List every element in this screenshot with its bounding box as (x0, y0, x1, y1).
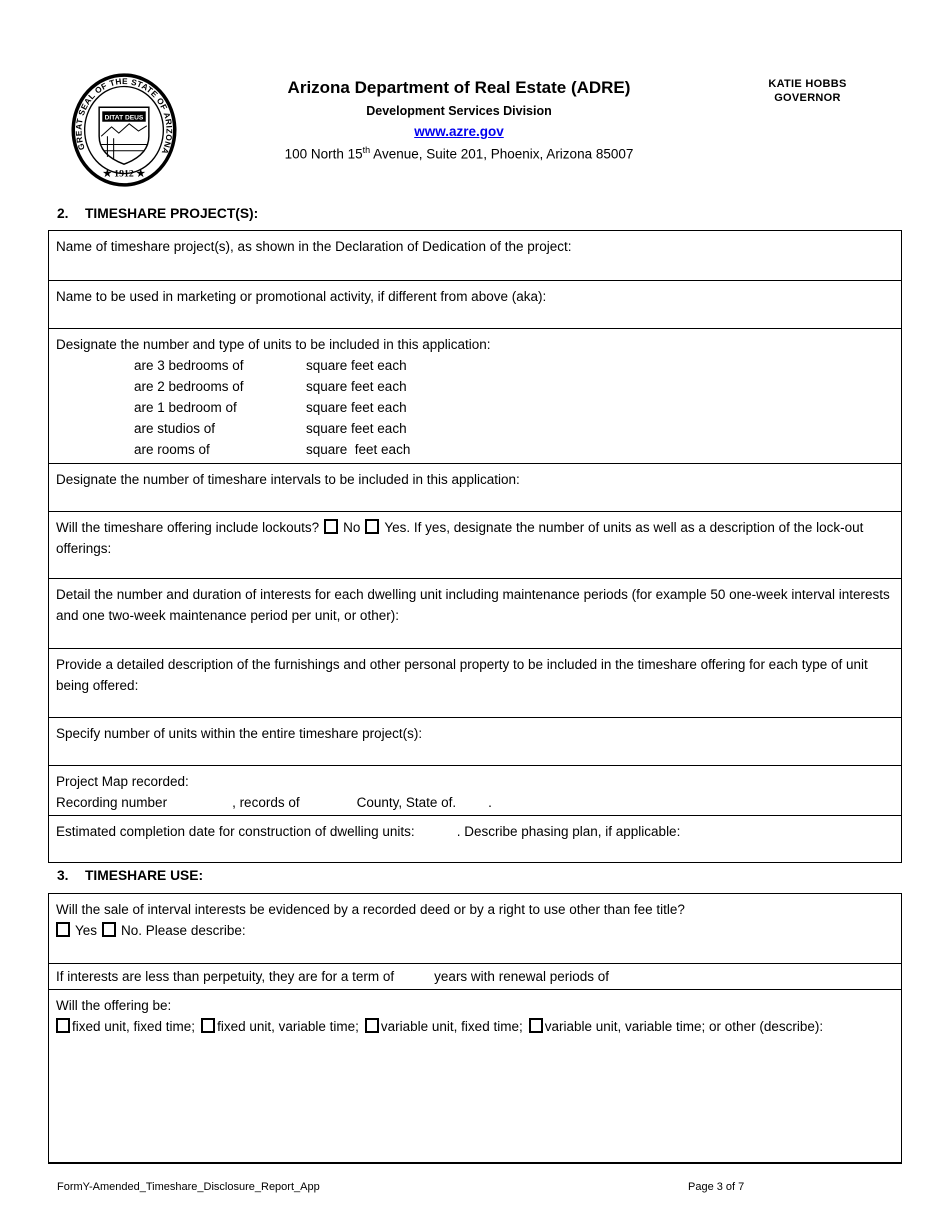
form-identifier: FormY-Amended_Timeshare_Disclosure_Report_App (57, 1181, 320, 1193)
section-2-number: 2. (57, 206, 69, 221)
seal-ring-text: GREAT SEAL OF THE STATE OF ARIZONA (74, 76, 174, 156)
variable-unit-variable-time-checkbox[interactable] (529, 1018, 543, 1033)
deed-no-checkbox[interactable] (102, 922, 116, 937)
variable-unit-fixed-time-checkbox[interactable] (365, 1018, 379, 1033)
period-label: . (488, 795, 492, 810)
section-2-title: TIMESHARE PROJECT(S): (85, 206, 259, 221)
timeshare-use-table (48, 893, 902, 1164)
seal-year: ★ 1912 ★ (102, 168, 146, 180)
unit-sqft-label: square feet each (306, 400, 407, 415)
project-name-field[interactable] (49, 231, 901, 281)
unit-line-1-bedroom (134, 397, 891, 418)
address-street: 100 North 15 (284, 146, 363, 162)
website-link[interactable]: www.azre.gov (414, 124, 504, 139)
term-label: If interests are less than perpetuity, they are for a term of (56, 969, 395, 984)
unit-count-label: are studios of (134, 421, 216, 436)
lockouts-yes-checkbox[interactable] (365, 519, 379, 534)
lockouts-no-checkbox[interactable] (324, 519, 338, 534)
project-map-field[interactable] (49, 766, 901, 816)
unit-sqft-label: square feet each (306, 421, 407, 436)
offering-intro: Will the offering be: (56, 998, 172, 1013)
unit-sqft-label: square feet each (306, 379, 407, 394)
unit-sqft-label: square feet each (306, 442, 411, 457)
deed-question: Will the sale of interval interests be evidenced by a recorded deed or by a right to use other than fee title? (56, 902, 685, 917)
deed-answer-line (56, 920, 891, 941)
completion-date-field[interactable] (49, 816, 901, 862)
unit-line-studios (134, 418, 891, 439)
variable-unit-fixed-time-label: variable unit, fixed time; (380, 1019, 523, 1034)
intervals-field[interactable] (49, 464, 901, 512)
governor-block (735, 77, 880, 105)
total-units-label: Specify number of units within the entire timeshare project(s): (56, 726, 423, 741)
unit-count-label: are rooms of (134, 442, 210, 457)
unit-line-rooms (134, 439, 891, 460)
deed-yes-checkbox[interactable] (56, 922, 70, 937)
lockouts-field[interactable] (49, 512, 901, 579)
phasing-plan-label: . Describe phasing plan, if applicable: (456, 824, 681, 839)
unit-line-2-bedrooms (134, 376, 891, 397)
section-3-number: 3. (57, 868, 69, 883)
governor-title: GOVERNOR (774, 92, 841, 104)
offering-options-line (56, 1016, 891, 1037)
fixed-unit-fixed-time-checkbox[interactable] (56, 1018, 70, 1033)
variable-unit-variable-time-label: variable unit, variable time; or other (describe): (544, 1019, 824, 1034)
unit-count-label: are 3 bedrooms of (134, 358, 244, 373)
deed-yes-label: Yes (75, 923, 98, 938)
agency-address (205, 145, 713, 162)
address-ordinal-suffix: th (362, 145, 371, 155)
unit-line-3-bedrooms (134, 355, 891, 376)
deed-field[interactable] (49, 894, 901, 964)
governor-name: KATIE HOBBS (768, 78, 847, 90)
section-3-title: TIMESHARE USE: (85, 868, 204, 883)
fixed-unit-variable-time-checkbox[interactable] (201, 1018, 215, 1033)
unit-sqft-label: square feet each (306, 358, 407, 373)
project-name-label: Name of timeshare project(s), as shown in the Declaration of Dedication of the project: (56, 239, 572, 254)
unit-count-label: are 2 bedrooms of (134, 379, 244, 394)
recording-line (56, 792, 891, 813)
furnishings-label: Provide a detailed description of the furnishings and other personal property to be included in the timeshare offering for each type of unit being offered: (56, 657, 868, 693)
marketing-name-label: Name to be used in marketing or promotional activity, if different from above (aka): (56, 289, 547, 304)
offering-type-field[interactable] (49, 990, 901, 1162)
interest-duration-field[interactable] (49, 579, 901, 649)
address-rest: Avenue, Suite 201, Phoenix, Arizona 85007 (370, 146, 634, 162)
interest-duration-label: Detail the number and duration of interests for each dwelling unit including maintenance periods (for example 50 one-week interval interests and one two-week maintenance period per unit, or other): (56, 587, 890, 623)
section-3-heading (57, 868, 203, 883)
section-2-heading (57, 206, 258, 221)
total-units-field[interactable] (49, 718, 901, 766)
project-map-label: Project Map recorded: (56, 774, 189, 789)
records-of-label: , records of (232, 795, 300, 810)
page-number: Page 3 of 7 (688, 1181, 745, 1193)
agency-title: Arizona Department of Real Estate (ADRE) (287, 78, 631, 97)
unit-types-field[interactable] (49, 329, 901, 464)
marketing-name-field[interactable] (49, 281, 901, 329)
intervals-label: Designate the number of timeshare intervals to be included in this application: (56, 472, 520, 487)
lockouts-yes-label: Yes. If yes, designate the number of units as well as a description of the lock-out offerings: (56, 520, 864, 556)
completion-date-label: Estimated completion date for construction of dwelling units: (56, 824, 415, 839)
recording-number-label: Recording number (56, 795, 168, 810)
renewal-label: years with renewal periods of (434, 969, 610, 984)
term-field[interactable] (49, 964, 901, 990)
unit-types-label: Designate the number and type of units to be included in this application: (56, 337, 491, 352)
lockouts-question: Will the timeshare offering include lockouts? (56, 520, 320, 535)
furnishings-field[interactable] (49, 649, 901, 718)
letterhead (205, 78, 713, 162)
seal-motto: DITAT DEUS (104, 114, 144, 122)
deed-no-label: No. Please describe: (121, 923, 246, 938)
timeshare-project-table (48, 230, 902, 863)
county-state-label: County, State of. (356, 795, 457, 810)
fixed-unit-fixed-time-label: fixed unit, fixed time; (72, 1019, 196, 1034)
division-subtitle: Development Services Division (366, 104, 552, 118)
unit-count-label: are 1 bedroom of (134, 400, 237, 415)
lockouts-no-label: No (343, 520, 361, 535)
arizona-state-seal-icon (70, 72, 178, 188)
fixed-unit-variable-time-label: fixed unit, variable time; (217, 1019, 359, 1034)
